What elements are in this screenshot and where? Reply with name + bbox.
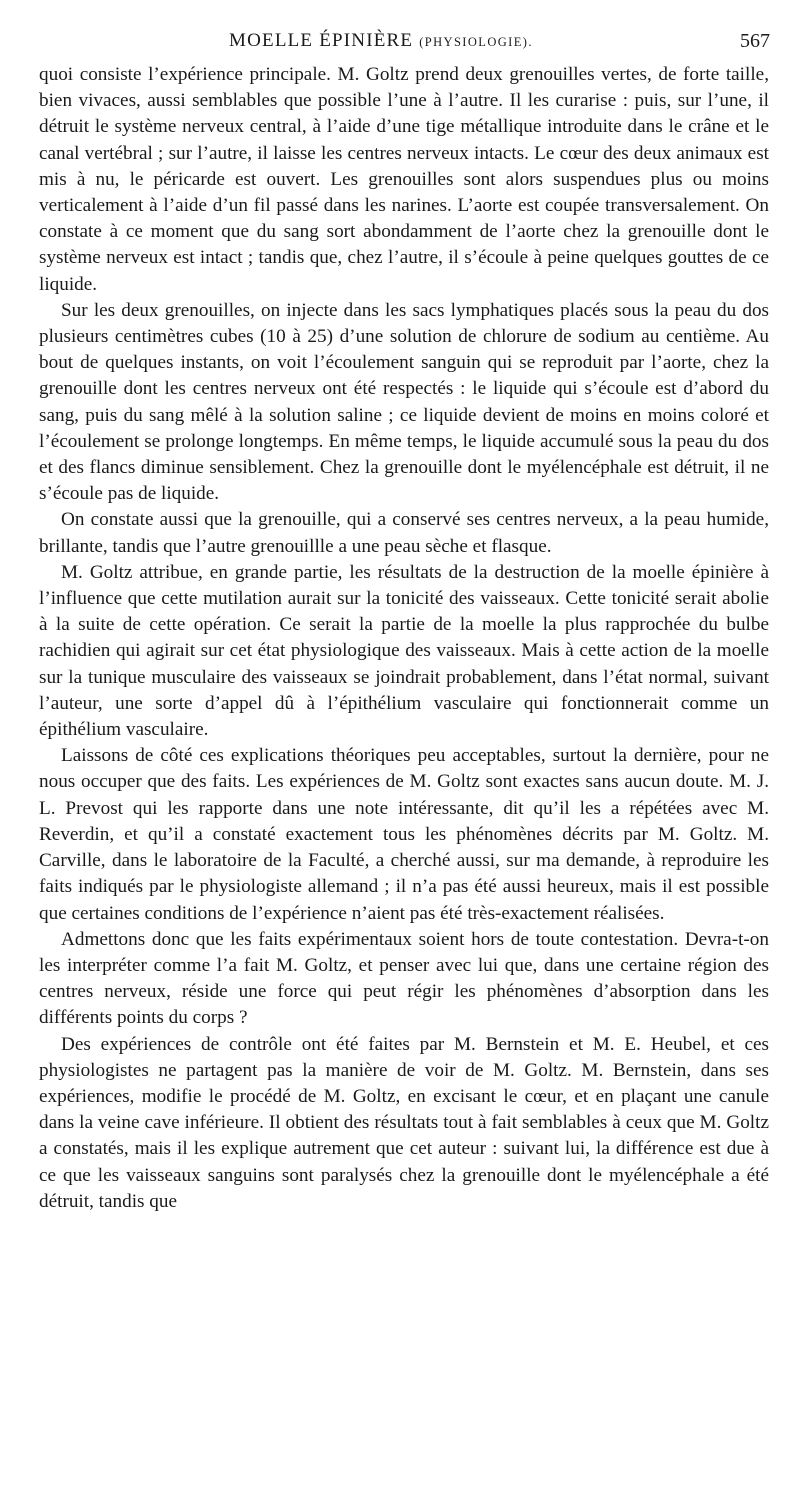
book-page <box>39 30 769 1215</box>
paragraph-5: Laissons de côté ces explications théoriques peu acceptables, surtout la dernière, pour ne nous occuper que des faits. Les expériences de M. Goltz sont exactes sans aucun doute. M. J. L. Prevost qui les rapporte dans une note intéressante, dit qu’il les a répétées avec M. Reverdin, et qu’il a constaté exactement tous les phénomènes décrits par M. Goltz. M. Carville, dans le laboratoire de la Faculté, a cherché aussi, sur ma demande, à reproduire les faits indiqués par le physiologiste allemand ; il n’a pas été aussi heureux, mais il est possible que certaines conditions de l’expérience n’aient pas été très-exactement réalisées. <box>39 745 769 924</box>
page-number: 567 <box>740 30 770 52</box>
paragraph-7: Des expériences de contrôle ont été faites par M. Bernstein et M. E. Heubel, et ces physiologistes ne partagent pas la manière de voir de M. Goltz. M. Bernstein, dans ses expériences, modifie le procédé de M. Goltz, en excisant le cœur, et en plaçant une canule dans la veine cave inférieure. Il obtient des résultats tout à fait semblables à ceux que M. Goltz a constatés, mais il les explique autrement que cet auteur : suivant lui, la différence est due à ce que les vaisseaux sanguins sont paralysés chez la grenouille dont le myélencéphale a été détruit, tandis que <box>39 1033 769 1212</box>
paragraph-3: On constate aussi que la grenouille, qui a conservé ses centres nerveux, a la peau humide, brillante, tandis que l’autre grenouillle a une peau sèche et flasque. <box>39 509 769 557</box>
running-title-section: (PHYSIOLOGIE). <box>419 35 533 49</box>
body-text <box>39 62 769 1215</box>
running-title-main: MOELLE ÉPINIÈRE <box>229 30 414 51</box>
paragraph-4: M. Goltz attribue, en grande partie, les résultats de la destruction de la moelle épinière à l’influence que cette mutilation aurait sur la tonicité des vaisseaux. Cette tonicité serait abolie à la suite de cette opération. Ce serait la partie de la moelle la plus rapprochée du bulbe rachidien qui agirait sur cet état physiologique des vaisseaux. Mais à cette action de la moelle sur la tunique musculaire des vaisseaux se joindrait probablement, dans l’état normal, suivant l’auteur, une sorte d’appel dû à l’épithélium vasculaire qui fonctionnerait comme un épithélium vasculaire. <box>39 561 769 741</box>
running-title <box>229 30 533 52</box>
paragraph-6: Admettons donc que les faits expérimentaux soient hors de toute contestation. Devra-t-on les interpréter comme l’a fait M. Goltz, et penser avec lui que, dans une certaine région des centres nerveux, réside une force qui peut régir les phénomènes d’absorption dans les différents points du corps ? <box>39 928 769 1029</box>
paragraph-1: quoi consiste l’expérience principale. M. Goltz prend deux grenouilles vertes, de forte taille, bien vivaces, aussi semblables que possible l’une à l’autre. Il les curarise : puis, sur l’une, il détruit le système nerveux central, à l’aide d’une tige métallique introduite dans le crâne et le canal vertébral ; sur l’autre, il laisse les centres nerveux intacts. Le cœur des deux animaux est mis à nu, le péricarde est ouvert. Les grenouilles sont alors suspendues plus ou moins verticalement à l’aide d’un fil passé dans les narines. L’aorte est coupée transversalement. On constate à ce moment que du sang sort abondamment de l’aorte chez la grenouille dont le système nerveux est intact ; tandis que, chez l’autre, il s’écoule à peine quelques gouttes de ce liquide. <box>39 64 769 295</box>
paragraph-2: Sur les deux grenouilles, on injecte dans les sacs lymphatiques placés sous la peau du dos plusieurs centimètres cubes (10 à 25) d’une solution de chlorure de sodium au centième. Au bout de quelques instants, on voit l’écoulement sanguin qui se reproduit par l’aorte, chez la grenouille dont les centres nerveux ont été respectés : le liquide qui s’écoule est d’abord du sang, puis du sang mêlé à la solution saline ; ce liquide devient de moins en moins coloré et l’écoulement se prolonge longtemps. En même temps, le liquide accumulé sous la peau du dos et des flancs diminue sensiblement. Chez la grenouille dont le myélencéphale est détruit, il ne s’écoule pas de liquide. <box>39 299 769 505</box>
running-head <box>39 30 769 58</box>
